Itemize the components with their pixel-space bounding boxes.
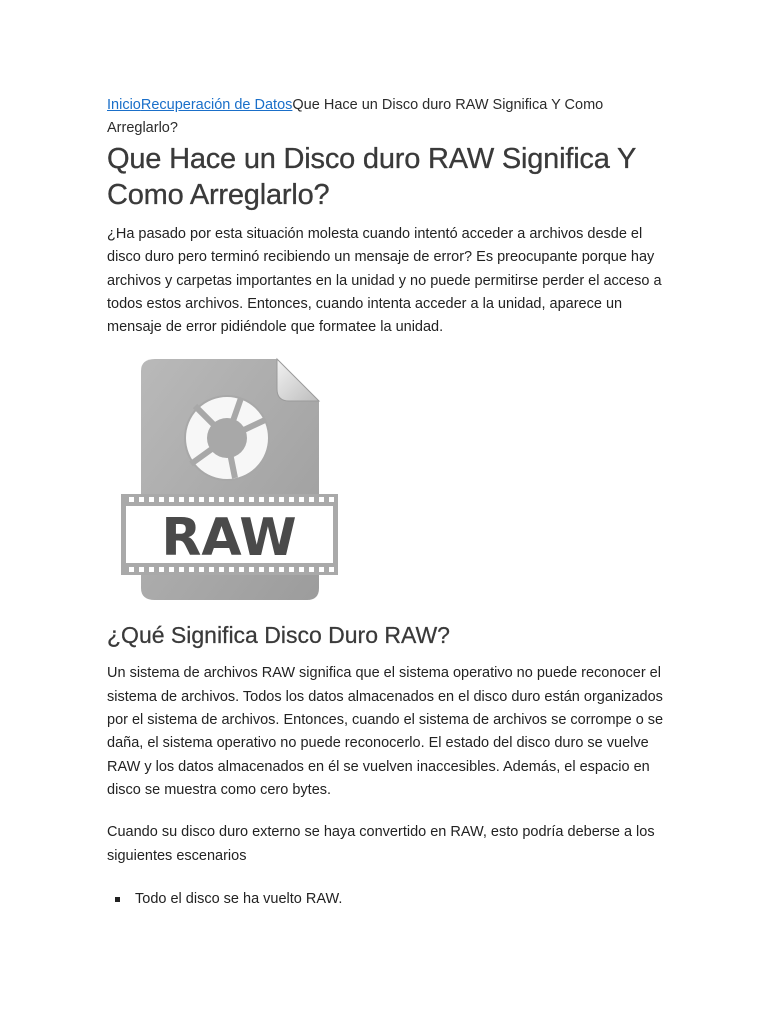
breadcrumb-category-link[interactable]: Recuperación de Datos — [140, 97, 293, 113]
raw-file-image — [107, 356, 339, 601]
scenario-list — [107, 888, 667, 911]
article-title: Que Hace un Disco duro RAW Significa Y Como Arreglarlo? — [107, 143, 636, 211]
section-heading: ¿Qué Significa Disco Duro RAW? — [107, 622, 450, 649]
list-item — [135, 888, 667, 911]
aperture-icon — [185, 396, 269, 480]
list-item-text: Todo el disco se ha vuelto RAW. — [135, 890, 343, 907]
section-paragraph-1: Un sistema de archivos RAW significa que el sistema operativo no puede reconocer el sistema de archivos. Todos los datos almacenados en el disco duro están organizados por el sistema de archivos. Entonces, cuando el sistema de archivos se corrompe o se daña, el sistema operativo no puede reconocerlo. El estado del disco duro se vuelve RAW y los datos almacenados en él se vuelven inaccesibles. Además, el espacio en disco se muestra como cero bytes. — [107, 665, 664, 798]
raw-file-icon — [107, 356, 339, 601]
breadcrumb-current: Que Hace un Disco duro RAW Significa Y Como Arreglarlo? — [107, 97, 604, 136]
intro-paragraph: ¿Ha pasado por esta situación molesta cuando intentó acceder a archivos desde el disco duro pero terminó recibiendo un mensaje de error? Es preocupante porque hay archivos y carpetas importantes en la unidad y no puede permitirse perder el acceso a todos estos archivos. Entonces, cuando intenta acceder a la unidad, aparece un mensaje de error pidiéndole que formatee la unidad. — [107, 226, 662, 336]
breadcrumb-home-link[interactable]: Inicio — [107, 97, 141, 113]
raw-label: RAW — [161, 508, 297, 569]
article-page — [107, 94, 667, 911]
bullet-icon — [115, 897, 120, 902]
breadcrumb — [107, 94, 667, 140]
section-paragraph-2: Cuando su disco duro externo se haya convertido en RAW, esto podría deberse a los siguientes escenarios — [107, 824, 655, 864]
